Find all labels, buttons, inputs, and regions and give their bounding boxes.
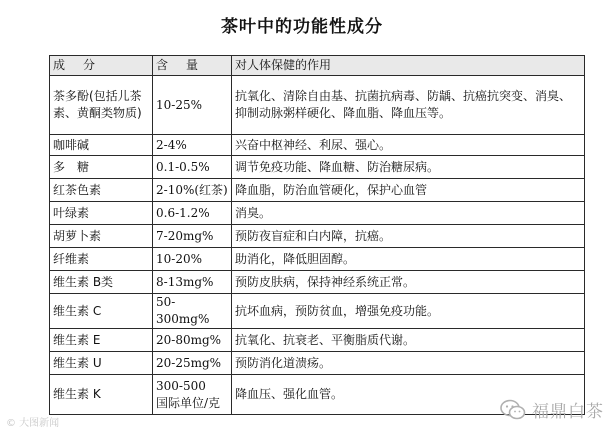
table-row bbox=[50, 225, 585, 248]
component-name: 红茶色素 bbox=[50, 179, 153, 202]
table-row bbox=[50, 294, 585, 329]
component-amount: 20-25mg% bbox=[153, 352, 232, 375]
component-effect: 降血脂，防治血管硬化，保护心血管 bbox=[232, 179, 585, 202]
component-name: 胡萝卜素 bbox=[50, 225, 153, 248]
component-effect: 抗坏血病，预防贫血，增强免疫功能。 bbox=[232, 294, 585, 329]
table-header-row bbox=[50, 56, 585, 76]
component-amount-unit: 国际单位/克 bbox=[156, 395, 221, 410]
header-effect: 对人体保健的作用 bbox=[232, 56, 585, 76]
table-row bbox=[50, 179, 585, 202]
component-name: 维生素 U bbox=[50, 352, 153, 375]
wechat-icon bbox=[500, 399, 526, 421]
components-table bbox=[49, 55, 585, 415]
component-name: 叶绿素 bbox=[50, 202, 153, 225]
header-component: 成 分 bbox=[50, 56, 153, 76]
table-row bbox=[50, 329, 585, 352]
brand-watermark bbox=[500, 397, 604, 422]
header-amount: 含 量 bbox=[153, 56, 232, 76]
component-name: 维生素 E bbox=[50, 329, 153, 352]
component-amount: 7-20mg% bbox=[153, 225, 232, 248]
component-amount: 0.1-0.5% bbox=[153, 156, 232, 179]
component-amount: 2-4% bbox=[153, 135, 232, 156]
component-name: 咖啡碱 bbox=[50, 135, 153, 156]
table-row bbox=[50, 202, 585, 225]
table-row bbox=[50, 76, 585, 135]
page-title: 茶叶中的功能性成分 bbox=[221, 17, 383, 37]
component-name: 维生素 C bbox=[50, 294, 153, 329]
component-name: 维生素 K bbox=[50, 375, 153, 415]
component-amount: 10-25% bbox=[153, 76, 232, 135]
component-effect: 调节免疫功能、降血糖、防治糖尿病。 bbox=[232, 156, 585, 179]
brand-watermark-text: 福鼎白茶 bbox=[532, 402, 604, 422]
component-name: 多 糖 bbox=[50, 156, 153, 179]
component-effect: 抗氧化、清除自由基、抗菌抗病毒、防龋、抗癌抗突变、消臭、抑制动脉粥样硬化、降血脂、降血压等。 bbox=[232, 76, 585, 135]
component-name: 茶多酚(包括儿茶素、黄酮类物质) bbox=[50, 76, 153, 135]
component-amount: 8-13mg% bbox=[153, 271, 232, 294]
component-amount: 20-80mg% bbox=[153, 329, 232, 352]
component-amount: 0.6-1.2% bbox=[153, 202, 232, 225]
component-effect: 预防消化道溃疡。 bbox=[232, 352, 585, 375]
source-watermark: © 大图新闻 bbox=[6, 418, 60, 429]
table-row bbox=[50, 271, 585, 294]
component-effect: 预防夜盲症和白内障，抗癌。 bbox=[232, 225, 585, 248]
component-amount: 300-500 bbox=[156, 378, 206, 393]
component-effect: 助消化，降低胆固醇。 bbox=[232, 248, 585, 271]
table-row bbox=[50, 135, 585, 156]
table-row bbox=[50, 248, 585, 271]
component-amount: 50-300mg% bbox=[153, 294, 232, 329]
component-effect: 降血压、强化血管。 bbox=[232, 375, 585, 415]
table-row bbox=[50, 352, 585, 375]
component-effect: 预防皮肤病，保持神经系统正常。 bbox=[232, 271, 585, 294]
component-amount: 10-20% bbox=[153, 248, 232, 271]
component-name: 维生素 B类 bbox=[50, 271, 153, 294]
component-effect: 兴奋中枢神经、利尿、强心。 bbox=[232, 135, 585, 156]
table-row bbox=[50, 156, 585, 179]
component-amount-cell bbox=[153, 375, 232, 415]
component-name: 纤维素 bbox=[50, 248, 153, 271]
component-effect: 消臭。 bbox=[232, 202, 585, 225]
component-effect: 抗氧化、抗衰老、平衡脂质代谢。 bbox=[232, 329, 585, 352]
component-amount: 2-10%(红茶) bbox=[153, 179, 232, 202]
